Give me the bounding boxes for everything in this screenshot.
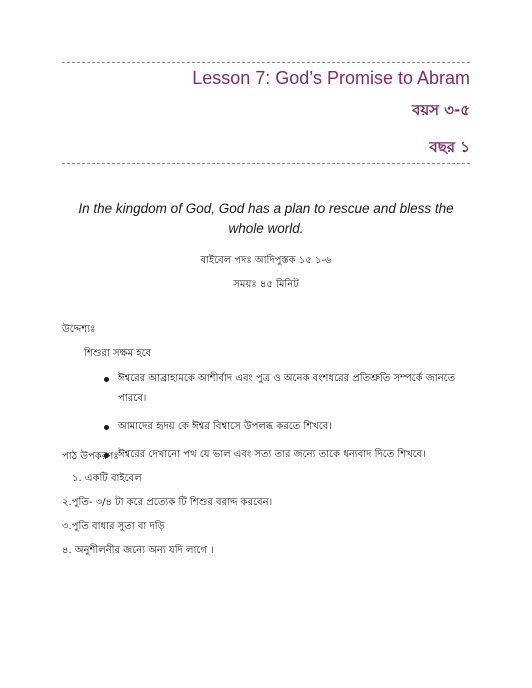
bullet-icon <box>104 377 109 382</box>
top-divider <box>62 62 470 63</box>
lesson-duration: সময়ঃ ৪৫ মিনিট <box>233 279 299 290</box>
lesson-header <box>192 68 470 173</box>
intro-statement: In the kingdom of God, God has a plan to rescue and bless the whole world. <box>78 201 454 236</box>
objective-item <box>104 369 470 409</box>
materials-list <box>62 472 272 568</box>
lesson-title: Lesson 7: God’s Promise to Abram <box>192 68 470 88</box>
material-item: ৪. অনুশীলনীর জন্যে অন্য যদি লাগে । <box>62 545 214 556</box>
objective-item <box>104 417 470 437</box>
objective-item <box>104 445 470 465</box>
year-label: বছর ১ <box>429 138 470 156</box>
scripture-reference: বাইবেল পদঃ আদিপুস্তক ১৫ ১-৬ <box>200 255 332 266</box>
bullet-icon <box>104 425 109 430</box>
material-item: ২.পুতি- ৩/৪ টা করে প্রত্যেক টি শিশুর বরাদ্দ করবেন। <box>62 497 273 508</box>
objective-text: আমাদের হৃদয় কে ঈশ্বর বিশ্বাসে উপলব্ধ করতে শিখবে। <box>118 421 332 432</box>
material-item: ৩.পুতি বাধার সুতা বা দড়ি <box>62 521 165 532</box>
bottom-divider <box>62 163 470 164</box>
materials-heading: পাঠ উপকরণঃ <box>62 451 119 462</box>
material-item: ১. একটি বাইবেল <box>72 473 142 484</box>
objectives-list <box>104 369 470 473</box>
age-range: বয়স ৩-৫ <box>411 101 470 119</box>
objective-text: ঈশ্বরের আব্রাহামকে আশীর্বাদ এবং পুত্র ও অনেক বংশধরের প্রতিশ্রুতি সম্পর্কে জানতে পারবে। <box>118 373 456 404</box>
objective-text: ঈশ্বরের দেখানো পথ যে ভাল এবং সত্য তার জন্যে তাকে ধন্যবাদ দিতে শিখবে। <box>118 449 426 460</box>
objectives-subheading: শিশুরা সক্ষম হবে <box>84 348 152 359</box>
objectives-heading: উদ্দেশ্যঃ <box>62 324 96 335</box>
